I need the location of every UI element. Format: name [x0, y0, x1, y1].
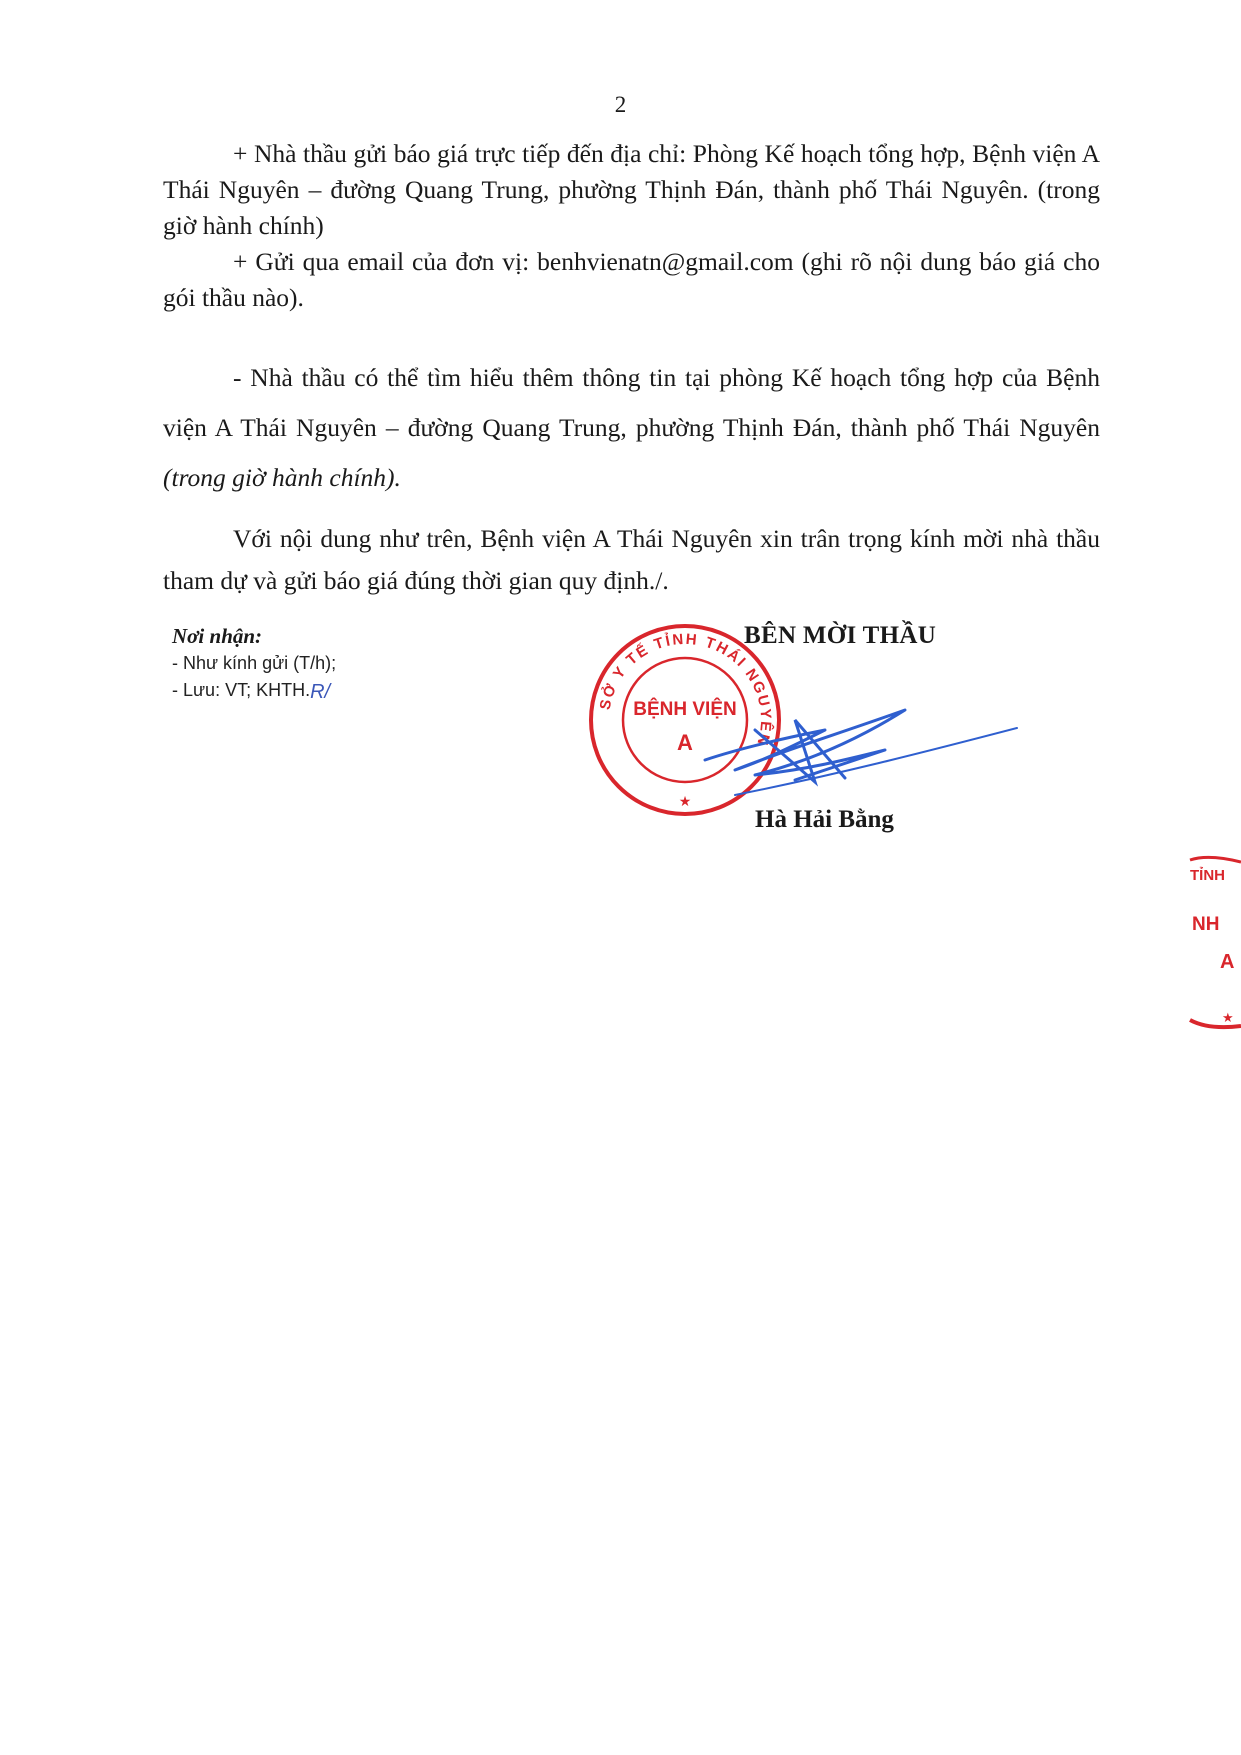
office-hours-note: (trong giờ hành chính). [163, 463, 401, 492]
seal-star-icon: ★ [678, 795, 692, 810]
handwritten-initials: R/ [310, 681, 331, 703]
edge-seal-line3: A [1220, 951, 1235, 973]
paragraph-more-information-text: - Nhà thầu có thể tìm hiểu thêm thông tin tại phòng Kế hoạch tổng hợp của Bệnh viện A Thái Nguyên – đường Quang Trung, phường Thịnh Đán, thành phố Thái Nguyên [163, 363, 1100, 442]
recipient-item [172, 677, 492, 706]
seal-letter: A [677, 730, 693, 755]
edge-seal-line1: TỈNH [1190, 867, 1225, 884]
edge-seal-star-icon: ★ [1222, 1010, 1234, 1025]
recipient-item: - Như kính gửi (T/h); [172, 653, 337, 673]
signer-name: Hà Hải Bằng [755, 806, 894, 833]
recipient-item-text: - Lưu: VT; KHTH. [172, 680, 311, 700]
seal-center-text: BỆNH VIỆN [633, 699, 737, 720]
paragraph-direct-submission: + Nhà thầu gửi báo giá trực tiếp đến địa chỉ: Phòng Kế hoạch tổng hợp, Bệnh viện A Thái Nguyên – đường Quang Trung, phường Thịnh Đán, thành phố Thái Nguyên. (trong giờ hành chính) [163, 139, 1100, 240]
edge-seal-line2: NH [1192, 914, 1220, 935]
paragraph-more-information [163, 353, 1100, 503]
edge-seal-fragment [1170, 850, 1241, 1040]
handwritten-signature [695, 690, 1025, 810]
page-number: 2 [614, 92, 627, 117]
signer-title: BÊN MỜI THẦU [744, 622, 937, 649]
paragraph-email-submission: + Gửi qua email của đơn vị: benhvienatn@gmail.com (ghi rõ nội dung báo giá cho gói thầu nào). [163, 247, 1100, 312]
recipients-block [172, 622, 492, 706]
paragraph-invitation: Với nội dung như trên, Bệnh viện A Thái Nguyên xin trân trọng kính mời nhà thầu tham dự và gửi báo giá đúng thời gian quy định./. [163, 524, 1100, 595]
recipients-title: Nơi nhận: [172, 624, 263, 648]
seal-ring-text: SỞ Y TẾ TỈNH THÁI NGUYÊN [596, 630, 775, 749]
